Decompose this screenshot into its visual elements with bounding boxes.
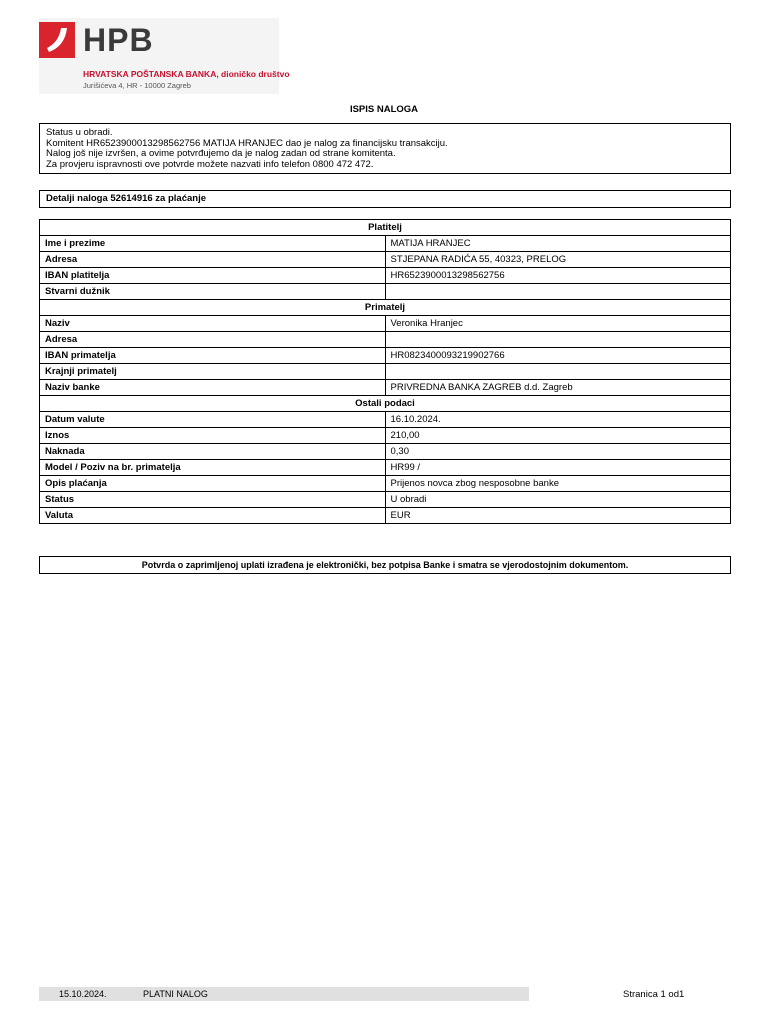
row-label: Valuta	[40, 508, 386, 524]
status-line: Nalog još nije izvršen, a ovime potvrđujemo da je nalog zadan od strane komitenta.	[46, 148, 396, 159]
row-value: Prijenos novca zbog nesposobne banke	[385, 476, 731, 492]
row-value: 16.10.2024.	[385, 412, 731, 428]
row-label: Model / Poziv na br. primatelja	[40, 460, 386, 476]
section-title-primatelj: Primatelj	[40, 300, 731, 316]
table-row	[40, 252, 731, 268]
section-header-row	[40, 220, 731, 236]
table-row	[40, 348, 731, 364]
footer-document-type: PLATNI NALOG	[143, 989, 208, 999]
row-value: Veronika Hranjec	[385, 316, 731, 332]
row-value: HR0823400093219902766	[385, 348, 731, 364]
page-number: Stranica 1 od1	[623, 989, 685, 1000]
row-value: 0,30	[385, 444, 731, 460]
table-row	[40, 364, 731, 380]
row-label: Naknada	[40, 444, 386, 460]
row-value: EUR	[385, 508, 731, 524]
row-label: IBAN platitelja	[40, 268, 386, 284]
table-row	[40, 444, 731, 460]
table-row	[40, 476, 731, 492]
table-row	[40, 316, 731, 332]
electronic-confirmation-note: Potvrda o zaprimljenoj uplati izrađena je elektronički, bez potpisa Banke i smatra se vjerodostojnim dokumentom.	[39, 556, 731, 574]
row-label: Iznos	[40, 428, 386, 444]
status-line: Za provjeru ispravnosti ove potvrde možete nazvati info telefon 0800 472 472.	[46, 158, 374, 170]
row-value: HR99 /	[385, 460, 731, 476]
section-header-row	[40, 300, 731, 316]
order-details-heading: Detalji naloga 52614916 za plaćanje	[39, 190, 731, 208]
table-row	[40, 380, 731, 396]
row-label: Opis plaćanja	[40, 476, 386, 492]
table-row	[40, 236, 731, 252]
row-label: Ime i prezime	[40, 236, 386, 252]
order-table	[39, 219, 731, 524]
logo-text: HPB	[83, 22, 154, 58]
table-row	[40, 428, 731, 444]
table-row	[40, 284, 731, 300]
table-row	[40, 332, 731, 348]
status-box	[39, 123, 731, 174]
row-value: U obradi	[385, 492, 731, 508]
row-label: Krajnji primatelj	[40, 364, 386, 380]
table-row	[40, 268, 731, 284]
row-label: IBAN primatelja	[40, 348, 386, 364]
row-value: 210,00	[385, 428, 731, 444]
table-row	[40, 492, 731, 508]
row-value: PRIVREDNA BANKA ZAGREB d.d. Zagreb	[385, 380, 731, 396]
hpb-logo-icon	[39, 22, 75, 58]
row-value	[385, 332, 731, 348]
row-value	[385, 284, 731, 300]
row-value: HR6523900013298562756	[385, 268, 731, 284]
bank-address: Jurišićeva 4, HR - 10000 Zagreb	[83, 81, 191, 90]
table-row	[40, 412, 731, 428]
row-label: Datum valute	[40, 412, 386, 428]
table-row	[40, 460, 731, 476]
table-row	[40, 508, 731, 524]
status-line: Status u obradi.	[46, 127, 113, 138]
document-title: ISPIS NALOGA	[349, 104, 419, 115]
section-header-row	[40, 396, 731, 412]
row-value: STJEPANA RADIĆA 55, 40323, PRELOG	[385, 252, 731, 268]
row-label: Adresa	[40, 332, 386, 348]
bank-name: HRVATSKA POŠTANSKA BANKA, dioničko društvo	[83, 69, 290, 79]
row-label: Status	[40, 492, 386, 508]
section-title-platitelj: Platitelj	[40, 220, 731, 236]
row-value: MATIJA HRANJEC	[385, 236, 731, 252]
bank-logo-area	[39, 18, 290, 94]
section-title-ostali-podaci: Ostali podaci	[40, 396, 731, 412]
row-label: Stvarni dužnik	[40, 284, 386, 300]
footer-bar	[39, 987, 529, 1001]
row-label: Naziv banke	[40, 380, 386, 396]
row-label: Adresa	[40, 252, 386, 268]
status-line: Komitent HR6523900013298562756 MATIJA HRANJEC dao je nalog za financijsku transakciju.	[46, 137, 448, 149]
row-value	[385, 364, 731, 380]
footer-date: 15.10.2024.	[59, 989, 107, 999]
row-label: Naziv	[40, 316, 386, 332]
